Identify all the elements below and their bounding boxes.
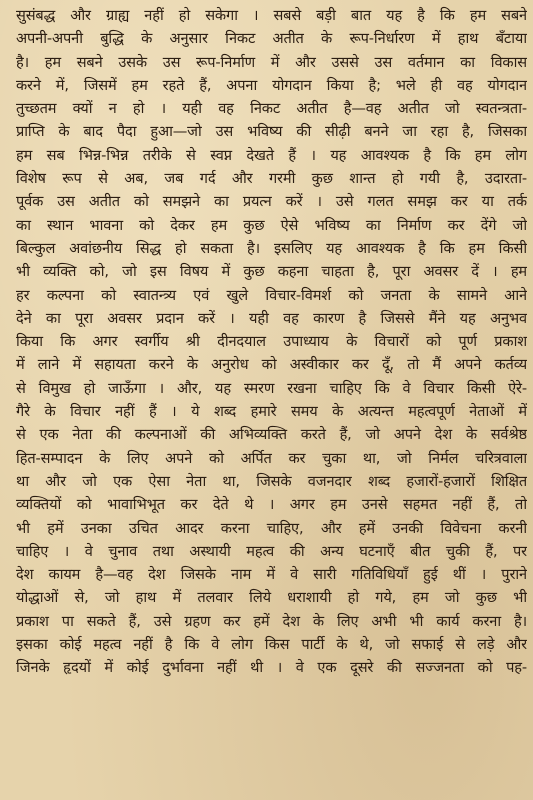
text-line: व्यक्तियों को भावाभिभूत कर देते थे । अगर हम उनसे सहमत नहीं हैं, तो: [16, 496, 527, 514]
text-line: बिल्कुल अवांछनीय सिद्ध हो सकता है। इसलिए यह आवश्यक है कि हम किसी: [16, 239, 527, 257]
text-line: विशेष रूप से अब, जब गर्द और गरमी कुछ शान्त हो गयी है, उदारता-: [16, 170, 527, 188]
text-line: हर कल्पना को स्वातन्त्र्य एवं खुले विचार-विमर्श को जनता के सामने आने: [16, 286, 527, 304]
text-line: था और जो एक ऐसा नेता था, जिसके वजनदार शब्द हजारों-हजारों शिक्षित: [16, 472, 527, 490]
text-line: देश कायम है—वह देश जिसके नाम में वे सारी गतिविधियाँ हुई थीं । पुराने: [16, 566, 527, 584]
text-line: इसका कोई महत्व नहीं है कि वे लोग किस पार्टी के थे, जो सफाई से लड़े और: [16, 636, 527, 654]
text-line: भी व्यक्ति को, जो इस विषय में कुछ कहना चाहता है, पूरा अवसर दें । हम: [16, 263, 527, 281]
text-line: का स्थान भावना को देकर हम कुछ ऐसे भविष्य का निर्माण कर देंगे जो: [16, 216, 527, 234]
text-line: हम सब भिन्न-भिन्न तरीके से स्वप्न देखते हैं । यह आवश्यक है कि हम लोग: [16, 146, 527, 164]
text-line: प्राप्ति के बाद पैदा हुआ—जो उस भविष्य की सीढ़ी बनने जा रहा है, जिसका: [16, 123, 527, 141]
text-line: में लाने में सहायता करने के अनुरोध को अस्वीकार कर दूँ, तो मैं अपने कर्तव्य: [16, 356, 527, 374]
text-line: करने में, जिसमें हम रहते हैं, अपना योगदान किया है; भले ही वह योगदान: [16, 76, 527, 94]
text-line: भी हमें उनका उचित आदर करना चाहिए, और हमें उनकी विवेचना करनी: [16, 519, 527, 537]
text-line: है। हम सबने उसके उस रूप-निर्माण में और उससे उस वर्तमान का विकास: [16, 53, 527, 71]
text-line: चाहिए । वे चुनाव तथा अस्थायी महत्व की अन्य घटनाएँ बीत चुकी हैं, पर: [16, 542, 527, 560]
text-line: गैरे के विचार नहीं हैं । ये शब्द हमारे समय के अत्यन्त महत्वपूर्ण नेताओं में: [16, 403, 527, 421]
text-line: पूर्वक उस अतीत को समझने का प्रयत्न करें । उसे गलत समझ कर या तर्क: [16, 193, 527, 211]
text-line: जिनके हृदयों में कोई दुर्भावना नहीं थी । वे एक दूसरे की सज्जनता को पह-: [16, 659, 527, 677]
text-line: सुसंबद्ध और ग्राह्य नहीं हो सकेगा । सबसे बड़ी बात यह है कि हम सबने: [16, 7, 527, 24]
text-line: तुच्छतम क्यों न हो । यही वह निकट अतीत है—वह अतीत जो स्वतन्त्रता-: [16, 100, 527, 118]
text-line: योद्धाओं से, जो हाथ में तलवार लिये धराशायी हो गये, हम जो कुछ भी: [16, 589, 527, 607]
text-line: देने का पूरा अवसर प्रदान करें । यही वह कारण है जिससे मैंने यह अनुभव: [16, 309, 527, 327]
text-line: हित-सम्पादन के लिए अपने को अर्पित कर चुका था, जो निर्मल चरित्रवाला: [16, 449, 527, 467]
text-line: प्रकाश पा सकते हैं, उसे ग्रहण कर हमें देश के लिए अभी भी कार्य करना है।: [16, 612, 527, 630]
text-line: किया कि अगर स्वर्गीय श्री दीनदयाल उपाध्याय के विचारों को पूर्ण प्रकाश: [16, 333, 527, 351]
text-line: अपनी-अपनी बुद्धि के अनुसार निकट अतीत के रूप-निर्धारण में हाथ बँटाया: [16, 30, 527, 48]
text-line: से विमुख हो जाऊँगा । और, यह स्मरण रखना चाहिए कि वे विचार किसी ऐरे-: [16, 379, 527, 397]
text-line: से एक नेता की कल्पनाओं की अभिव्यक्ति करते हैं, जो अपने देश के सर्वश्रेष्ठ: [16, 426, 527, 444]
